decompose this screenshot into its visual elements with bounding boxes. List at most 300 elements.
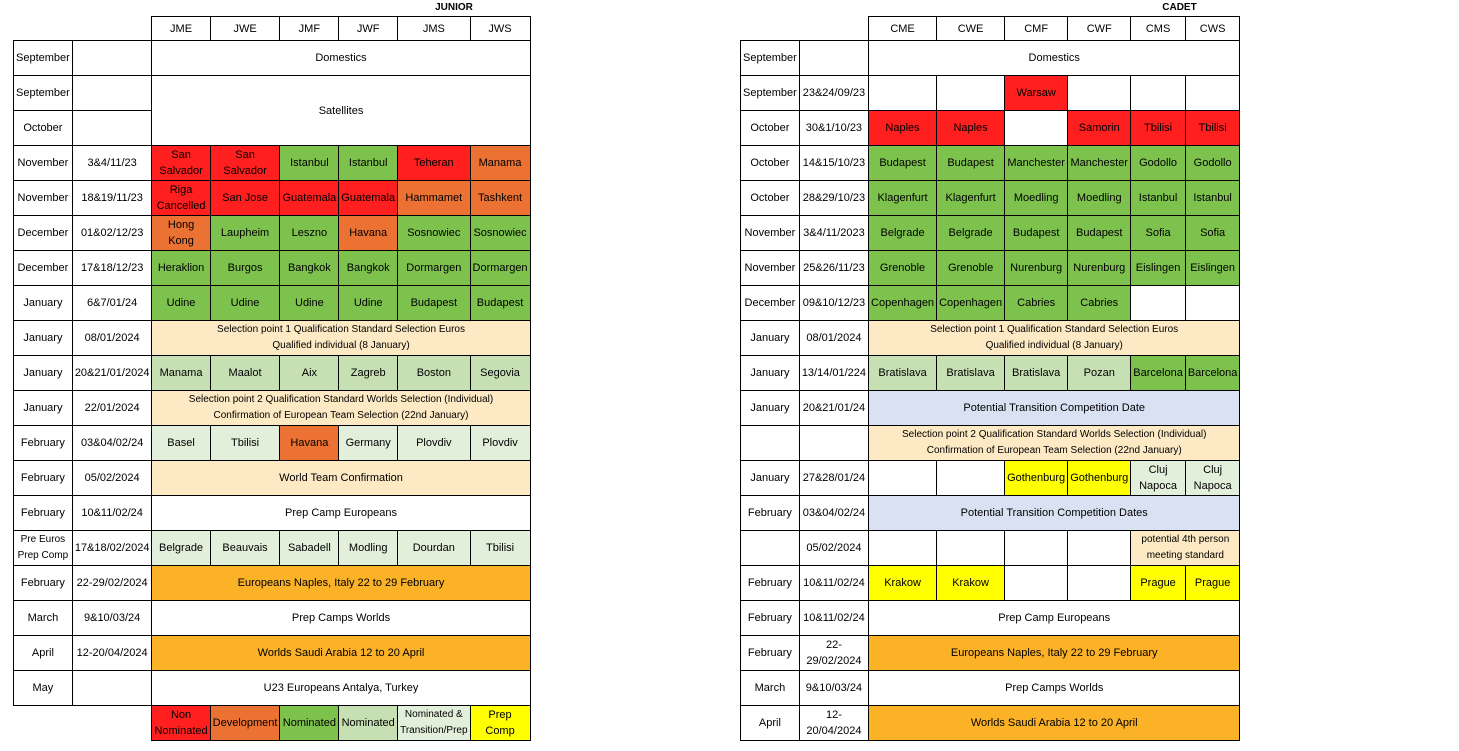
event-cell <box>869 566 937 601</box>
event-cell <box>1068 461 1131 496</box>
table-row <box>14 636 531 671</box>
event-cell <box>398 146 470 181</box>
month-cell: April <box>14 636 73 671</box>
table-row <box>741 41 1240 76</box>
event-text: Guatemala <box>341 192 396 204</box>
event-cell <box>1005 146 1068 181</box>
event-cell <box>937 216 1005 251</box>
event-text: Havana <box>349 227 388 239</box>
event-cell <box>470 286 530 321</box>
event-text: Istanbul <box>1138 192 1178 204</box>
table-row <box>741 706 1240 741</box>
event-cell <box>1005 531 1068 566</box>
event-cell <box>1131 146 1186 181</box>
header-spacer <box>799 17 868 41</box>
event-span-cell <box>869 426 1240 461</box>
month-cell: May <box>14 671 73 706</box>
date-cell: 14&15/10/23 <box>799 146 868 181</box>
legend-spacer <box>14 706 73 741</box>
event-text: Guatemala <box>282 192 337 204</box>
date-cell: 12-20/04/2024 <box>72 636 152 671</box>
table-row <box>14 496 531 531</box>
month-cell: January <box>14 321 73 356</box>
event-cell <box>1005 251 1068 286</box>
table-row <box>741 321 1240 356</box>
table-row <box>741 286 1240 321</box>
event-text: Grenoble <box>879 262 926 274</box>
event-cell <box>1185 146 1240 181</box>
event-text: Cabries <box>1080 297 1119 309</box>
month-cell: April <box>741 706 800 741</box>
event-cell <box>869 356 937 391</box>
table-row <box>741 146 1240 181</box>
event-text: Cabries <box>1017 297 1056 309</box>
month-cell: September <box>14 41 73 76</box>
table-row <box>741 671 1240 706</box>
event-text: Prep Camp Europeans <box>998 612 1111 624</box>
event-text: Krakow <box>952 577 989 589</box>
event-cell <box>339 426 398 461</box>
event-cell <box>280 426 339 461</box>
event-text: Istanbul <box>348 157 388 169</box>
table-row <box>741 566 1240 601</box>
event-cell <box>210 251 280 286</box>
event-cell <box>1068 251 1131 286</box>
event-text: Europeans Naples, Italy 22 to 29 February <box>237 577 445 589</box>
column-header: JWS <box>470 17 530 41</box>
event-cell <box>1005 461 1068 496</box>
event-text-line: Qualified individual (8 January) <box>985 340 1123 351</box>
month-cell: January <box>14 286 73 321</box>
event-text: Teheran <box>413 157 454 169</box>
event-cell <box>210 216 280 251</box>
event-text: Dourdan <box>412 542 455 554</box>
event-text: Sofia <box>1200 227 1226 239</box>
table-row <box>741 251 1240 286</box>
event-text: Barcelona <box>1133 367 1183 379</box>
legend-swatch: Nominated <box>339 706 398 741</box>
month-cell: September <box>741 41 800 76</box>
event-text: Eislingen <box>1190 262 1235 274</box>
event-text: Istanbul <box>1193 192 1232 204</box>
event-cell <box>210 146 280 181</box>
event-text: Leszno <box>291 227 328 239</box>
table-row <box>741 636 1240 671</box>
month-cell: September <box>741 76 800 111</box>
month-cell: November <box>741 251 800 286</box>
event-cell <box>210 531 280 566</box>
event-text: Potential Transition Competition Dates <box>960 507 1148 519</box>
date-cell: 22-29/02/2024 <box>72 566 152 601</box>
event-cell <box>1131 461 1186 496</box>
date-cell: 18&19/11/23 <box>72 181 152 216</box>
event-cell <box>937 461 1005 496</box>
month-cell: January <box>741 321 800 356</box>
event-text: Dormargen <box>406 262 462 274</box>
table-row <box>741 496 1240 531</box>
event-text: Aix <box>301 367 318 379</box>
event-cell <box>869 216 937 251</box>
event-text: Gothenburg <box>1007 472 1066 484</box>
date-cell <box>72 671 152 706</box>
month-cell: November <box>741 216 800 251</box>
event-text: Havana <box>290 437 329 449</box>
date-cell: 20&21/01/24 <box>799 391 868 426</box>
event-span-cell <box>869 496 1240 531</box>
month-cell: January <box>741 356 800 391</box>
event-text: Bratislava <box>946 367 995 379</box>
event-span-cell <box>152 41 530 76</box>
event-cell <box>1005 566 1068 601</box>
event-cell <box>280 531 339 566</box>
event-cell <box>152 181 210 216</box>
column-header: CWS <box>1185 17 1240 41</box>
event-cell <box>869 461 937 496</box>
date-cell: 03&04/02/24 <box>72 426 152 461</box>
date-cell <box>72 111 152 146</box>
event-cell <box>869 286 937 321</box>
event-text: Copenhagen <box>871 297 935 309</box>
event-text: Tbilisi <box>1198 122 1227 134</box>
event-span-cell <box>152 321 530 356</box>
table-row <box>741 216 1240 251</box>
event-span-cell <box>152 636 530 671</box>
event-cell <box>339 181 398 216</box>
month-cell: January <box>14 356 73 391</box>
date-cell: 17&18/02/2024 <box>72 531 152 566</box>
event-cell <box>470 181 530 216</box>
event-cell <box>1068 286 1131 321</box>
month-cell: February <box>14 426 73 461</box>
event-text: Eislingen <box>1135 262 1181 274</box>
event-cell <box>280 216 339 251</box>
event-text: Manama <box>478 157 522 169</box>
event-text: Tbilisi <box>230 437 260 449</box>
event-cell <box>869 251 937 286</box>
event-text: Nurenburg <box>1073 262 1126 274</box>
date-cell: 3&4/11/23 <box>72 146 152 181</box>
event-text: Istanbul <box>290 157 329 169</box>
event-cell <box>1005 356 1068 391</box>
event-text: Udine <box>353 297 383 309</box>
event-text: Udine <box>166 297 196 309</box>
event-text: Germany <box>345 437 391 449</box>
event-cell <box>280 356 339 391</box>
event-text: Worlds Saudi Arabia 12 to 20 April <box>257 647 425 659</box>
event-span-cell <box>869 601 1240 636</box>
event-text: Manchester <box>1070 157 1128 169</box>
legend-row <box>14 706 531 741</box>
date-cell: 25&26/11/23 <box>799 251 868 286</box>
event-cell <box>1185 181 1240 216</box>
date-cell: 10&11/02/24 <box>799 566 868 601</box>
date-cell: 12-20/04/2024 <box>799 706 868 741</box>
date-cell: 30&1/10/23 <box>799 111 868 146</box>
table-row <box>14 216 531 251</box>
event-cell <box>398 286 470 321</box>
month-cell: February <box>14 566 73 601</box>
month-cell <box>741 531 800 566</box>
event-cell <box>280 181 339 216</box>
event-span-cell <box>869 321 1240 356</box>
table-row <box>741 461 1240 496</box>
event-text: Samorin <box>1078 122 1120 134</box>
event-text: Prague <box>1140 577 1176 589</box>
event-cell <box>152 146 210 181</box>
column-header: CWF <box>1068 17 1131 41</box>
table-row <box>14 531 531 566</box>
event-text: San Salvador <box>159 149 203 177</box>
event-text: World Team Confirmation <box>279 472 403 484</box>
event-span-cell <box>869 391 1240 426</box>
event-text: Dormargen <box>472 262 528 274</box>
month-cell: February <box>14 461 73 496</box>
event-cell <box>937 181 1005 216</box>
event-cell <box>339 251 398 286</box>
date-cell: 10&11/02/24 <box>72 496 152 531</box>
month-cell: January <box>14 391 73 426</box>
date-cell: 08/01/2024 <box>799 321 868 356</box>
event-text: Klagenfurt <box>945 192 996 204</box>
event-cell <box>339 356 398 391</box>
event-span-cell <box>152 671 530 706</box>
month-cell: January <box>741 391 800 426</box>
event-cell <box>1131 566 1186 601</box>
event-cell <box>1068 181 1131 216</box>
event-text: Burgos <box>227 262 263 274</box>
table-row <box>14 356 531 391</box>
event-cell <box>339 146 398 181</box>
table-row <box>14 76 531 111</box>
event-cell <box>280 286 339 321</box>
event-cell <box>210 181 280 216</box>
junior-title: JUNIOR <box>435 2 473 13</box>
legend-swatch: Non Nominated <box>152 706 210 741</box>
date-cell: 9&10/03/24 <box>72 601 152 636</box>
month-cell: January <box>741 461 800 496</box>
event-text: Grenoble <box>947 262 994 274</box>
event-text: Moedling <box>1013 192 1059 204</box>
month-cell: September <box>14 76 73 111</box>
junior-header-row <box>14 17 531 41</box>
event-text: Cluj Napoca <box>1139 464 1178 492</box>
event-text: Europeans Naples, Italy 22 to 29 February <box>950 647 1158 659</box>
event-text: Sosnowiec <box>473 227 527 239</box>
legend-swatch: Prep Comp <box>470 706 530 741</box>
event-text: Nurenburg <box>1010 262 1063 274</box>
event-text: Domestics <box>1028 52 1080 64</box>
date-cell: 23&24/09/23 <box>799 76 868 111</box>
header-spacer <box>741 17 800 41</box>
header-spacer <box>14 17 73 41</box>
event-text: Naples <box>885 122 920 134</box>
date-cell: 9&10/03/24 <box>799 671 868 706</box>
table-row <box>741 391 1240 426</box>
table-row <box>741 76 1240 111</box>
event-cell <box>210 426 280 461</box>
column-header: JWE <box>210 17 280 41</box>
event-text: Hong Kong <box>167 219 195 247</box>
event-text-line: Selection point 1 Qualification Standard Selection Euros <box>930 324 1179 335</box>
month-cell: February <box>741 601 800 636</box>
event-cell <box>398 426 470 461</box>
event-text: Budapest <box>879 157 926 169</box>
event-cell <box>937 146 1005 181</box>
event-text-line: Qualified individual (8 January) <box>272 340 410 351</box>
event-cell <box>470 146 530 181</box>
event-text: Manama <box>159 367 203 379</box>
event-cell <box>339 216 398 251</box>
event-text: Naples <box>953 122 988 134</box>
event-cell <box>1005 286 1068 321</box>
event-cell <box>280 146 339 181</box>
month-cell: March <box>741 671 800 706</box>
event-text: Warsaw <box>1016 87 1056 99</box>
event-cell <box>937 356 1005 391</box>
legend-spacer <box>72 706 152 741</box>
event-cell <box>152 216 210 251</box>
date-cell <box>799 426 868 461</box>
event-text-line: Confirmation of European Team Selection (22nd January) <box>926 445 1182 456</box>
event-text: Bangkok <box>346 262 390 274</box>
table-row <box>14 671 531 706</box>
event-span-cell <box>152 76 530 146</box>
event-cell <box>869 111 937 146</box>
event-text: Sosnowiec <box>407 227 461 239</box>
date-cell: 22/01/2024 <box>72 391 152 426</box>
event-text: Prep Camp Europeans <box>285 507 397 519</box>
event-cell <box>937 76 1005 111</box>
event-cell <box>1131 216 1186 251</box>
date-cell <box>72 76 152 111</box>
event-cell <box>1185 76 1240 111</box>
event-span-cell <box>869 41 1240 76</box>
event-text: Prep Camps Worlds <box>1005 682 1104 694</box>
event-text: Godollo <box>1139 157 1178 169</box>
event-cell <box>470 251 530 286</box>
event-cell <box>1185 111 1240 146</box>
event-text-line: Confirmation of European Team Selection (22nd January) <box>213 410 469 421</box>
event-span-cell <box>152 601 530 636</box>
event-text: Krakow <box>884 577 921 589</box>
event-text: Tbilisi <box>1144 122 1173 134</box>
event-cell <box>937 111 1005 146</box>
column-header: CMS <box>1131 17 1186 41</box>
table-row <box>741 356 1240 391</box>
table-row <box>14 41 531 76</box>
event-span-cell <box>152 496 530 531</box>
event-text: Pozan <box>1083 367 1115 379</box>
date-cell: 05/02/2024 <box>72 461 152 496</box>
event-cell <box>398 181 470 216</box>
event-text: Budapest <box>1012 227 1060 239</box>
event-text: Worlds Saudi Arabia 12 to 20 April <box>970 717 1138 729</box>
event-cell <box>210 356 280 391</box>
event-cell <box>152 426 210 461</box>
month-cell: March <box>14 601 73 636</box>
month-cell: Pre Euros Prep Comp <box>14 531 73 566</box>
event-cell <box>1185 461 1240 496</box>
event-text: Basel <box>167 437 195 449</box>
table-row <box>14 566 531 601</box>
month-cell: December <box>14 216 73 251</box>
event-text: Bratislava <box>1011 367 1061 379</box>
date-cell: 17&18/12/23 <box>72 251 152 286</box>
event-cell <box>1185 356 1240 391</box>
event-text: Bangkok <box>287 262 331 274</box>
date-cell: 6&7/01/24 <box>72 286 152 321</box>
column-header: JMS <box>398 17 470 41</box>
event-span-cell <box>152 391 530 426</box>
event-text: Budapest <box>1076 227 1123 239</box>
event-text: Boston <box>416 367 451 379</box>
event-cell <box>398 216 470 251</box>
event-cell <box>398 356 470 391</box>
junior-grid <box>13 16 531 741</box>
event-cell <box>869 181 937 216</box>
event-text: Tashkent <box>478 192 523 204</box>
event-text: Sofia <box>1145 227 1171 239</box>
table-row <box>741 181 1240 216</box>
cadet-header-row <box>741 17 1240 41</box>
event-text: Prague <box>1194 577 1231 589</box>
event-text-line: Selection point 2 Qualification Standard Worlds Selection (Individual) <box>188 394 494 405</box>
column-header: JMF <box>280 17 339 41</box>
event-text: Heraklion <box>157 262 205 274</box>
month-cell: December <box>14 251 73 286</box>
column-header: CMF <box>1005 17 1068 41</box>
table-row <box>14 601 531 636</box>
month-cell: October <box>14 111 73 146</box>
event-text: Plovdiv <box>416 437 452 449</box>
event-text: Domestics <box>315 52 367 64</box>
event-text: Udine <box>295 297 324 309</box>
event-cell <box>1131 76 1186 111</box>
event-cell <box>1068 216 1131 251</box>
header-spacer <box>72 17 152 41</box>
event-cell <box>1131 181 1186 216</box>
event-text: Moedling <box>1076 192 1122 204</box>
table-row <box>741 531 1240 566</box>
event-text: Belgrade <box>159 542 204 554</box>
date-cell: 27&28/01/24 <box>799 461 868 496</box>
column-header: JME <box>152 17 210 41</box>
event-text: Barcelona <box>1187 367 1238 379</box>
event-cell <box>210 286 280 321</box>
event-cell <box>1068 111 1131 146</box>
event-cell <box>470 216 530 251</box>
event-cell <box>1131 251 1186 286</box>
event-text: Beauvais <box>222 542 268 554</box>
event-cell <box>470 356 530 391</box>
date-cell: 03&04/02/24 <box>799 496 868 531</box>
table-row <box>14 181 531 216</box>
event-cell <box>1005 216 1068 251</box>
event-cell <box>1005 111 1068 146</box>
event-cell <box>339 531 398 566</box>
event-cell <box>1185 251 1240 286</box>
event-cell <box>470 531 530 566</box>
event-cell <box>339 286 398 321</box>
event-cell <box>152 251 210 286</box>
event-cell <box>152 356 210 391</box>
event-cell <box>937 531 1005 566</box>
month-cell <box>741 426 800 461</box>
event-cell <box>1005 181 1068 216</box>
event-cell <box>1185 286 1240 321</box>
event-text: Udine <box>230 297 260 309</box>
event-text: Bratislava <box>878 367 927 379</box>
